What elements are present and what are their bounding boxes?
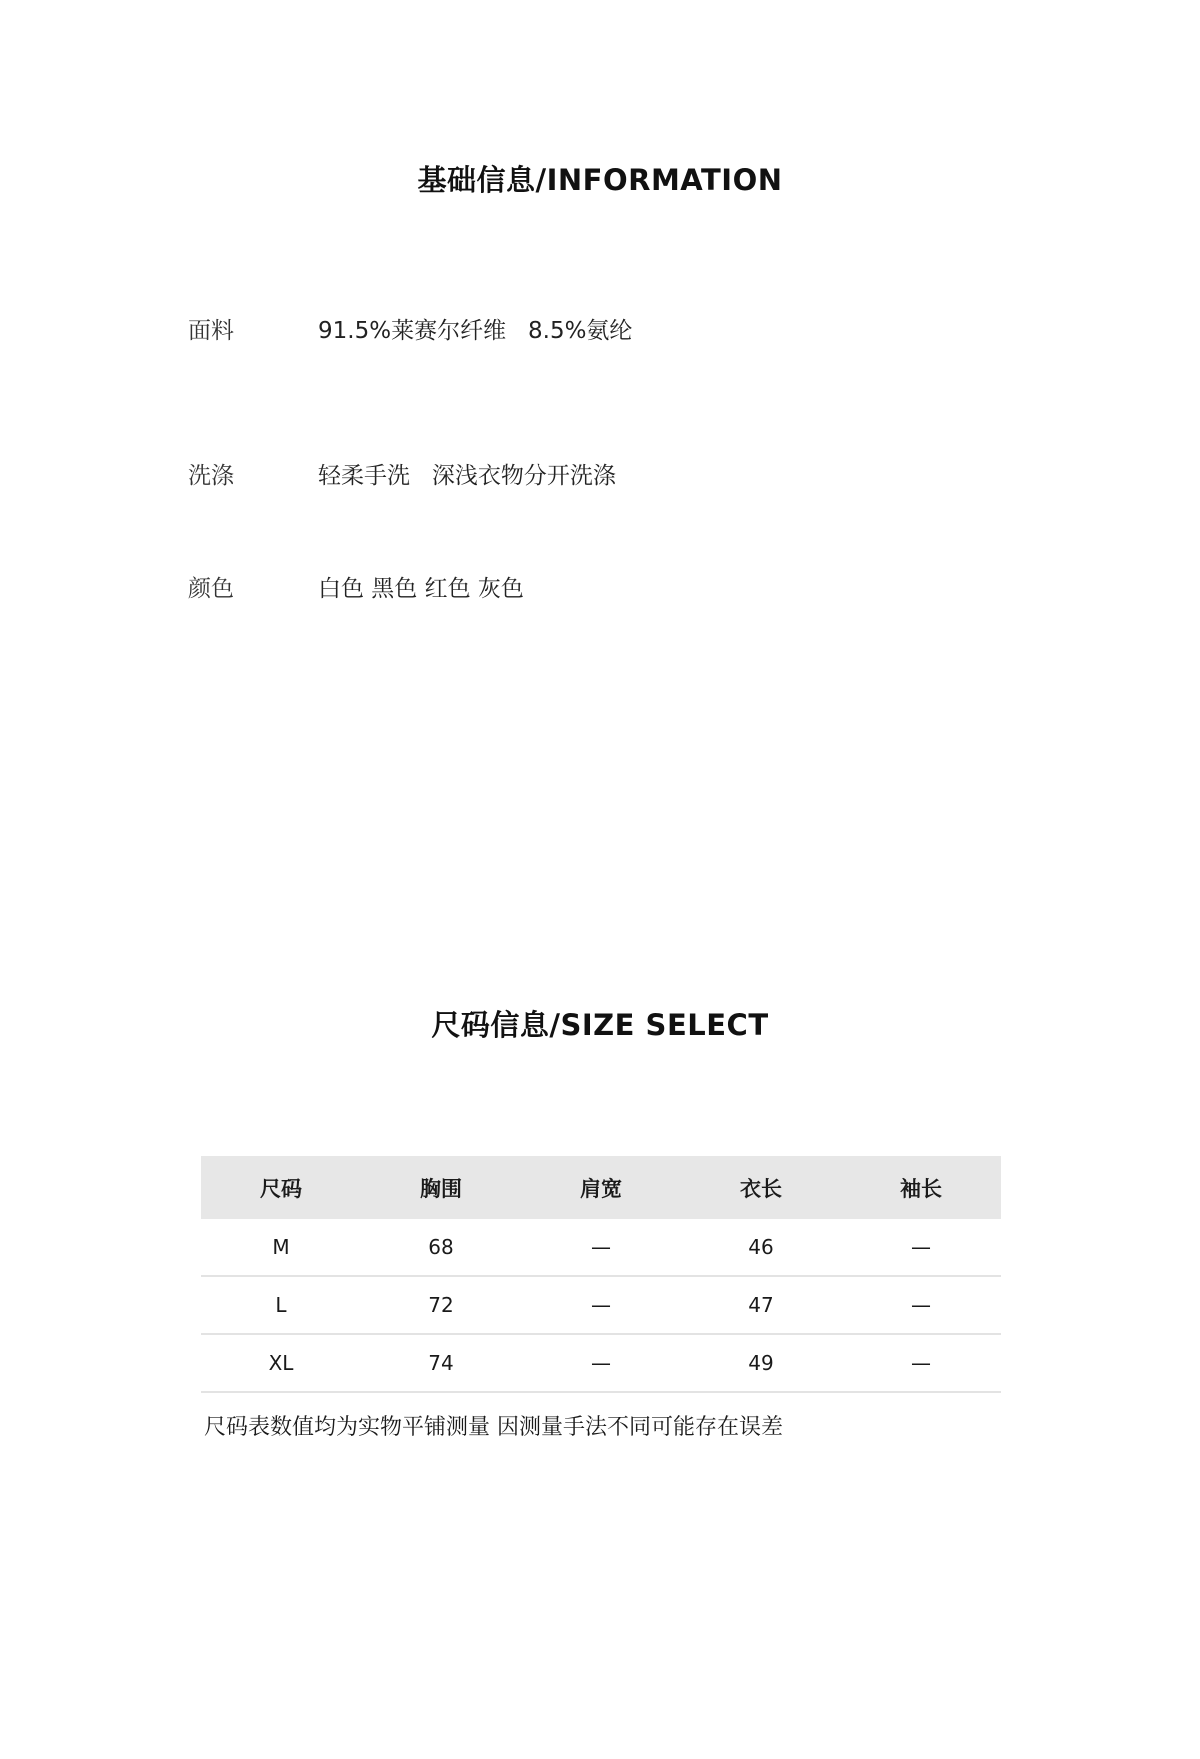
header-size: 尺码: [201, 1156, 361, 1219]
table-cell: —: [521, 1276, 681, 1334]
fabric-label: 面料: [188, 317, 234, 344]
table-cell: 74: [361, 1334, 521, 1392]
table-cell: —: [521, 1219, 681, 1276]
header-sleeve: 袖长: [841, 1156, 1001, 1219]
header-length: 衣长: [681, 1156, 841, 1219]
table-row: [201, 1276, 1001, 1334]
size-table-header-row: [201, 1156, 1001, 1219]
header-shoulder: 肩宽: [521, 1156, 681, 1219]
table-cell: 72: [361, 1276, 521, 1334]
size-section-title: 尺码信息/SIZE SELECT: [431, 1008, 769, 1042]
table-cell: 49: [681, 1334, 841, 1392]
info-section-title: 基础信息/INFORMATION: [417, 163, 783, 197]
header-chest: 胸围: [361, 1156, 521, 1219]
table-row: [201, 1219, 1001, 1276]
fabric-value: 91.5%莱赛尔纤维 8.5%氨纶: [318, 317, 633, 344]
table-cell: 47: [681, 1276, 841, 1334]
color-value: 白色 黑色 红色 灰色: [318, 575, 524, 602]
table-cell: —: [841, 1219, 1001, 1276]
wash-label: 洗涤: [188, 462, 234, 489]
wash-value: 轻柔手洗 深浅衣物分开洗涤: [318, 462, 616, 489]
table-cell: L: [201, 1276, 361, 1334]
table-cell: XL: [201, 1334, 361, 1392]
info-row-color: [188, 568, 524, 604]
info-row-wash: [188, 455, 616, 491]
size-measurement-note: 尺码表数值均为实物平铺测量 因测量手法不同可能存在误差: [204, 1415, 783, 1440]
table-cell: —: [841, 1334, 1001, 1392]
table-cell: M: [201, 1219, 361, 1276]
table-cell: 46: [681, 1219, 841, 1276]
info-row-fabric: [188, 310, 632, 346]
color-label: 颜色: [188, 575, 234, 602]
table-row: [201, 1334, 1001, 1392]
table-cell: —: [521, 1334, 681, 1392]
size-table: [201, 1156, 1001, 1393]
table-cell: —: [841, 1276, 1001, 1334]
table-cell: 68: [361, 1219, 521, 1276]
